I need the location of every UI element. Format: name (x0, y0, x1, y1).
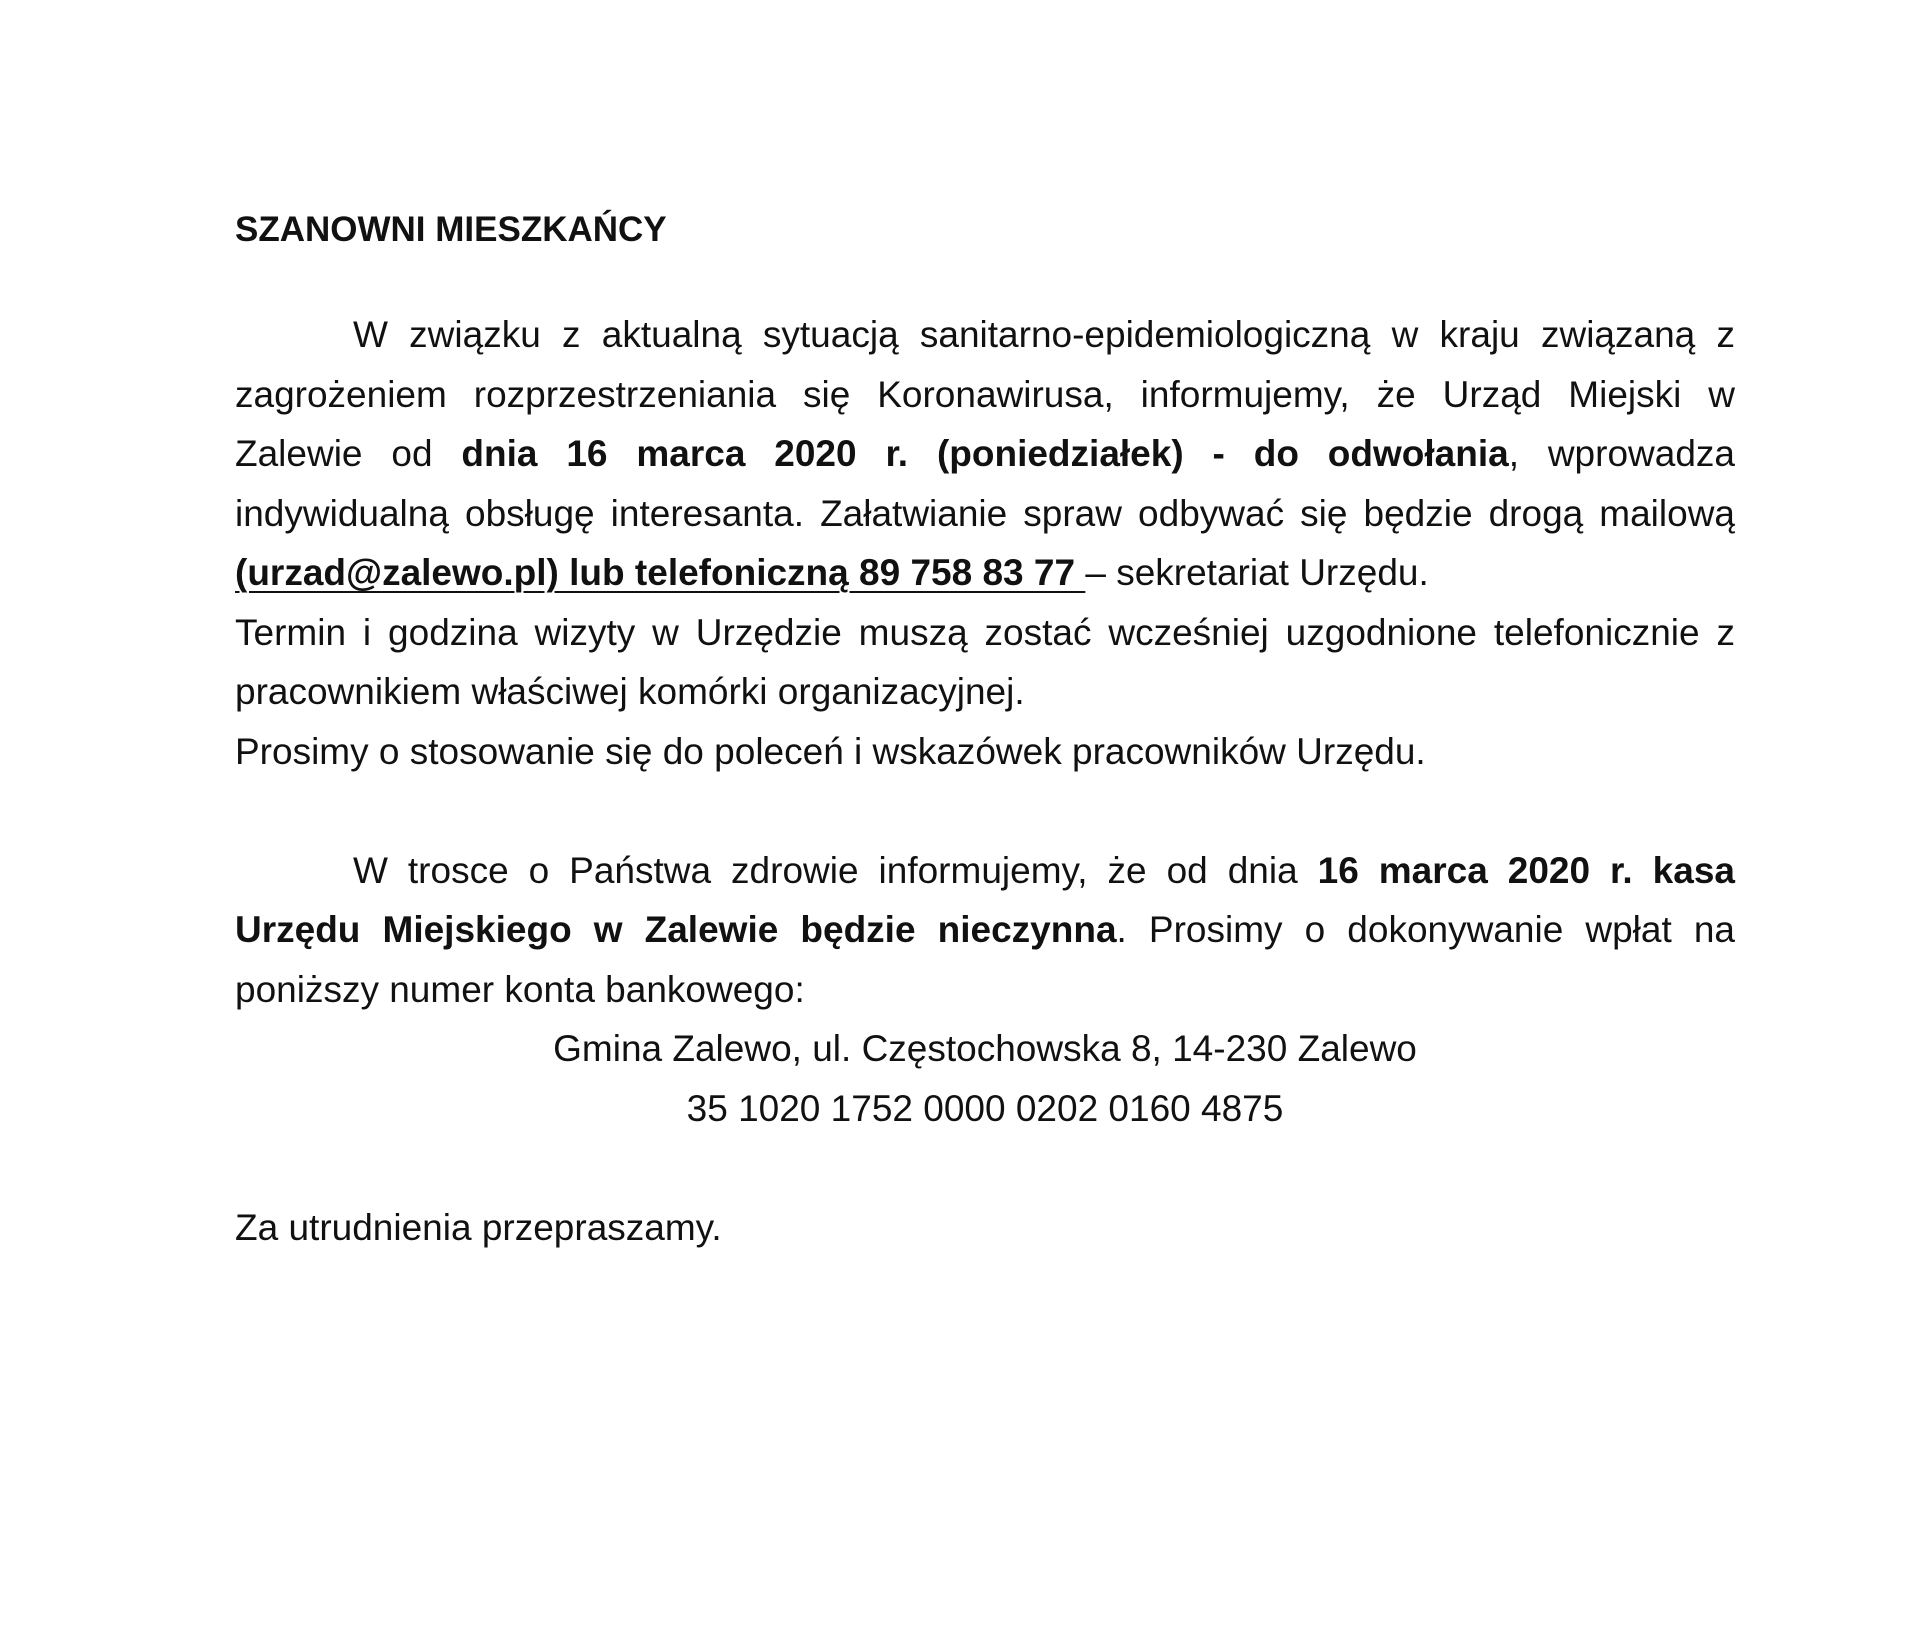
bank-details (235, 1019, 1735, 1138)
paragraph-office-text-2: , wprowadza indywidualną obsługę interesanta. Załatwianie spraw odbywać się będzie drogą mailową (235, 433, 1735, 534)
bank-account-number: 35 1020 1752 0000 0202 0160 4875 (686, 1087, 1284, 1129)
bank-address: Gmina Zalewo, ul. Częstochowska 8, 14-230 Zalewo (553, 1028, 1417, 1069)
notice-heading: SZANOWNI MIESZKAŃCY (235, 210, 667, 249)
visit-appointment-text: Termin i godzina wizyty w Urzędzie muszą zostać wcześniej uzgodnione telefonicznie z pracownikiem właściwej komórki organizacyjnej. (235, 611, 1735, 712)
paragraph-cashier-text-2: . Prosimy o dokonywanie wpłat na poniższy numer konta bankowego: (235, 909, 1735, 1010)
instructions-text: Prosimy o stosowanie się do poleceń i wskazówek pracowników Urzędu. (235, 730, 1426, 772)
notice-document (235, 205, 1735, 1257)
paragraph-office-text-1: W związku z aktualną sytuacją sanitarno-epidemiologiczną w kraju związaną z zagrożeniem rozprzestrzeniania się Koronawirusa, informujemy, że Urząd Miejski w Zalewie od (235, 314, 1735, 474)
paragraph-office-hours (235, 305, 1735, 603)
spacer (235, 1138, 1735, 1198)
paragraph-office-text-3: – sekretariat Urzędu. (1085, 552, 1429, 593)
contact-email-phone: (urzad@zalewo.pl) lub telefoniczną 89 758 83 77 (235, 552, 1086, 593)
paragraph-cashier-bold: 16 marca 2020 r. kasa Urzędu Miejskiego w Zalewie będzie nieczynna (235, 849, 1735, 950)
paragraph-cashier-text-1: W trosce o Państwa zdrowie informujemy, że od dnia (353, 849, 1318, 891)
spacer (235, 781, 1735, 841)
closing-text: Za utrudnienia przepraszamy. (235, 1206, 722, 1248)
paragraph-cashier (235, 841, 1735, 1020)
paragraph-office-date-bold: dnia 16 marca 2020 r. (poniedziałek) - do odwołania (461, 433, 1509, 474)
